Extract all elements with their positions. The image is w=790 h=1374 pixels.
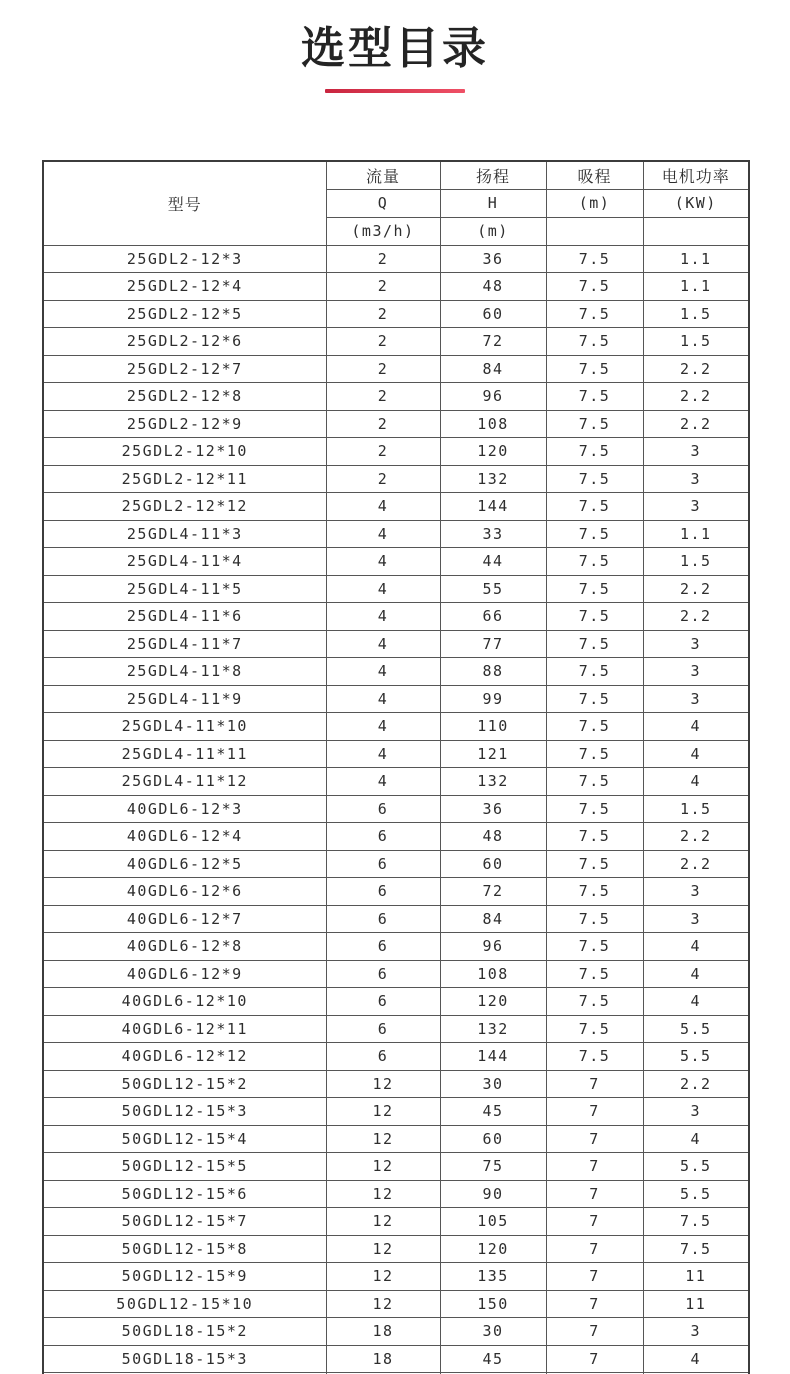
cell-flow: 2 — [326, 300, 440, 328]
cell-head: 45 — [440, 1345, 546, 1373]
table-row — [43, 1015, 749, 1043]
table-row — [43, 630, 749, 658]
cell-head: 96 — [440, 383, 546, 411]
cell-model: 25GDL4-11*7 — [43, 630, 326, 658]
cell-head: 66 — [440, 603, 546, 631]
cell-head: 55 — [440, 575, 546, 603]
cell-flow: 4 — [326, 493, 440, 521]
cell-head: 105 — [440, 1208, 546, 1236]
cell-suction: 7.5 — [546, 520, 643, 548]
cell-model: 25GDL4-11*6 — [43, 603, 326, 631]
cell-power: 2.2 — [643, 410, 749, 438]
table-row — [43, 438, 749, 466]
cell-suction: 7 — [546, 1070, 643, 1098]
cell-model: 50GDL12-15*6 — [43, 1180, 326, 1208]
cell-power: 3 — [643, 630, 749, 658]
cell-power: 7.5 — [643, 1235, 749, 1263]
cell-head: 120 — [440, 1235, 546, 1263]
table-row — [43, 740, 749, 768]
cell-power: 3 — [643, 658, 749, 686]
cell-model: 25GDL2-12*3 — [43, 245, 326, 273]
cell-head: 36 — [440, 795, 546, 823]
table-row — [43, 850, 749, 878]
cell-flow: 6 — [326, 878, 440, 906]
cell-suction: 7 — [546, 1235, 643, 1263]
cell-power: 4 — [643, 1125, 749, 1153]
cell-power: 1.5 — [643, 328, 749, 356]
cell-model: 25GDL2-12*11 — [43, 465, 326, 493]
cell-suction: 7.5 — [546, 328, 643, 356]
table-row — [43, 1345, 749, 1373]
cell-head: 121 — [440, 740, 546, 768]
table-row — [43, 1290, 749, 1318]
catalog-table-body — [43, 245, 749, 1374]
cell-head: 48 — [440, 273, 546, 301]
cell-power: 3 — [643, 1098, 749, 1126]
cell-head: 135 — [440, 1263, 546, 1291]
cell-head: 77 — [440, 630, 546, 658]
cell-suction: 7.5 — [546, 850, 643, 878]
table-row — [43, 1180, 749, 1208]
cell-head: 90 — [440, 1180, 546, 1208]
table-row — [43, 795, 749, 823]
cell-model: 50GDL12-15*8 — [43, 1235, 326, 1263]
cell-suction: 7.5 — [546, 1015, 643, 1043]
cell-power: 3 — [643, 905, 749, 933]
cell-head: 132 — [440, 1015, 546, 1043]
column-header-model: 型号 — [43, 161, 326, 245]
cell-suction: 7.5 — [546, 575, 643, 603]
cell-model: 40GDL6-12*12 — [43, 1043, 326, 1071]
cell-head: 33 — [440, 520, 546, 548]
cell-head: 44 — [440, 548, 546, 576]
cell-power: 4 — [643, 768, 749, 796]
column-unit-flow: (m3/h) — [326, 217, 440, 245]
cell-power: 5.5 — [643, 1180, 749, 1208]
cell-head: 60 — [440, 850, 546, 878]
column-unit-empty-suction — [546, 217, 643, 245]
cell-flow: 4 — [326, 548, 440, 576]
cell-suction: 7.5 — [546, 878, 643, 906]
table-row — [43, 355, 749, 383]
cell-flow: 12 — [326, 1098, 440, 1126]
cell-flow: 6 — [326, 1015, 440, 1043]
table-row — [43, 933, 749, 961]
cell-power: 4 — [643, 740, 749, 768]
cell-power: 5.5 — [643, 1043, 749, 1071]
column-header-head: 扬程 — [440, 161, 546, 189]
cell-flow: 6 — [326, 795, 440, 823]
cell-head: 30 — [440, 1318, 546, 1346]
cell-suction: 7.5 — [546, 795, 643, 823]
cell-flow: 4 — [326, 713, 440, 741]
cell-model: 25GDL4-11*10 — [43, 713, 326, 741]
cell-power: 3 — [643, 878, 749, 906]
cell-power: 11 — [643, 1263, 749, 1291]
cell-model: 25GDL2-12*8 — [43, 383, 326, 411]
cell-power: 4 — [643, 960, 749, 988]
cell-head: 132 — [440, 465, 546, 493]
cell-flow: 4 — [326, 630, 440, 658]
cell-flow: 2 — [326, 410, 440, 438]
table-row — [43, 713, 749, 741]
cell-suction: 7.5 — [546, 933, 643, 961]
page-title: 选型目录 — [301, 24, 489, 73]
cell-suction: 7 — [546, 1263, 643, 1291]
cell-suction: 7 — [546, 1318, 643, 1346]
cell-flow: 2 — [326, 465, 440, 493]
cell-flow: 6 — [326, 933, 440, 961]
cell-power: 3 — [643, 438, 749, 466]
cell-suction: 7.5 — [546, 300, 643, 328]
cell-power: 2.2 — [643, 850, 749, 878]
table-row — [43, 1318, 749, 1346]
cell-head: 48 — [440, 823, 546, 851]
cell-model: 50GDL12-15*4 — [43, 1125, 326, 1153]
cell-flow: 18 — [326, 1318, 440, 1346]
cell-flow: 6 — [326, 850, 440, 878]
cell-model: 50GDL18-15*3 — [43, 1345, 326, 1373]
table-row — [43, 878, 749, 906]
cell-model: 40GDL6-12*7 — [43, 905, 326, 933]
cell-head: 99 — [440, 685, 546, 713]
cell-suction: 7.5 — [546, 355, 643, 383]
cell-model: 40GDL6-12*10 — [43, 988, 326, 1016]
cell-flow: 4 — [326, 520, 440, 548]
cell-model: 25GDL4-11*12 — [43, 768, 326, 796]
table-row — [43, 548, 749, 576]
cell-flow: 4 — [326, 658, 440, 686]
cell-suction: 7.5 — [546, 603, 643, 631]
cell-head: 60 — [440, 300, 546, 328]
cell-flow: 12 — [326, 1125, 440, 1153]
cell-flow: 2 — [326, 383, 440, 411]
cell-power: 1.1 — [643, 520, 749, 548]
table-row — [43, 1043, 749, 1071]
cell-head: 72 — [440, 878, 546, 906]
cell-flow: 6 — [326, 905, 440, 933]
cell-head: 96 — [440, 933, 546, 961]
cell-suction: 7.5 — [546, 438, 643, 466]
cell-power: 1.5 — [643, 300, 749, 328]
header-row-names — [43, 161, 749, 189]
cell-model: 50GDL12-15*7 — [43, 1208, 326, 1236]
cell-model: 50GDL12-15*3 — [43, 1098, 326, 1126]
table-row — [43, 658, 749, 686]
cell-flow: 12 — [326, 1153, 440, 1181]
cell-power: 3 — [643, 1318, 749, 1346]
column-unit-power: (KW) — [643, 189, 749, 217]
table-row — [43, 1263, 749, 1291]
cell-model: 25GDL2-12*12 — [43, 493, 326, 521]
table-row — [43, 273, 749, 301]
cell-power: 4 — [643, 988, 749, 1016]
cell-head: 84 — [440, 905, 546, 933]
cell-power: 2.2 — [643, 1070, 749, 1098]
cell-head: 144 — [440, 493, 546, 521]
cell-flow: 12 — [326, 1208, 440, 1236]
cell-head: 110 — [440, 713, 546, 741]
cell-flow: 4 — [326, 603, 440, 631]
table-row — [43, 1153, 749, 1181]
cell-suction: 7.5 — [546, 630, 643, 658]
cell-suction: 7.5 — [546, 465, 643, 493]
catalog-table-container — [42, 160, 748, 1374]
cell-head: 72 — [440, 328, 546, 356]
cell-flow: 4 — [326, 685, 440, 713]
cell-power: 5.5 — [643, 1153, 749, 1181]
table-row — [43, 410, 749, 438]
cell-flow: 12 — [326, 1180, 440, 1208]
cell-suction: 7.5 — [546, 273, 643, 301]
cell-model: 40GDL6-12*4 — [43, 823, 326, 851]
cell-suction: 7.5 — [546, 1043, 643, 1071]
table-row — [43, 768, 749, 796]
cell-head: 108 — [440, 410, 546, 438]
cell-flow: 12 — [326, 1070, 440, 1098]
cell-suction: 7.5 — [546, 768, 643, 796]
cell-power: 2.2 — [643, 823, 749, 851]
table-row — [43, 1235, 749, 1263]
catalog-table-header — [43, 161, 749, 245]
cell-power: 1.1 — [643, 273, 749, 301]
cell-flow: 12 — [326, 1290, 440, 1318]
cell-model: 50GDL12-15*10 — [43, 1290, 326, 1318]
table-row — [43, 1125, 749, 1153]
cell-head: 120 — [440, 438, 546, 466]
cell-flow: 2 — [326, 438, 440, 466]
cell-flow: 2 — [326, 355, 440, 383]
cell-model: 25GDL2-12*7 — [43, 355, 326, 383]
cell-head: 75 — [440, 1153, 546, 1181]
table-row — [43, 1098, 749, 1126]
table-row — [43, 988, 749, 1016]
column-unit-head: (m) — [440, 217, 546, 245]
cell-flow: 2 — [326, 245, 440, 273]
cell-power: 2.2 — [643, 383, 749, 411]
cell-power: 5.5 — [643, 1015, 749, 1043]
cell-head: 60 — [440, 1125, 546, 1153]
cell-model: 25GDL2-12*4 — [43, 273, 326, 301]
cell-model: 40GDL6-12*9 — [43, 960, 326, 988]
cell-head: 150 — [440, 1290, 546, 1318]
table-row — [43, 905, 749, 933]
cell-power: 3 — [643, 465, 749, 493]
table-row — [43, 520, 749, 548]
cell-power: 2.2 — [643, 355, 749, 383]
cell-power: 1.1 — [643, 245, 749, 273]
cell-model: 50GDL12-15*2 — [43, 1070, 326, 1098]
cell-head: 36 — [440, 245, 546, 273]
cell-head: 108 — [440, 960, 546, 988]
cell-model: 25GDL4-11*9 — [43, 685, 326, 713]
cell-power: 3 — [643, 685, 749, 713]
column-symbol-head: H — [440, 189, 546, 217]
column-unit-empty-power — [643, 217, 749, 245]
cell-flow: 6 — [326, 823, 440, 851]
cell-model: 50GDL18-15*2 — [43, 1318, 326, 1346]
cell-flow: 2 — [326, 328, 440, 356]
cell-suction: 7.5 — [546, 960, 643, 988]
cell-power: 4 — [643, 1345, 749, 1373]
cell-suction: 7.5 — [546, 713, 643, 741]
cell-suction: 7.5 — [546, 823, 643, 851]
cell-model: 40GDL6-12*5 — [43, 850, 326, 878]
table-row — [43, 493, 749, 521]
cell-flow: 6 — [326, 960, 440, 988]
cell-head: 88 — [440, 658, 546, 686]
cell-model: 25GDL2-12*5 — [43, 300, 326, 328]
cell-head: 30 — [440, 1070, 546, 1098]
cell-head: 120 — [440, 988, 546, 1016]
table-row — [43, 1070, 749, 1098]
cell-suction: 7 — [546, 1345, 643, 1373]
cell-suction: 7.5 — [546, 245, 643, 273]
table-row — [43, 603, 749, 631]
cell-flow: 4 — [326, 768, 440, 796]
cell-head: 45 — [440, 1098, 546, 1126]
cell-power: 2.2 — [643, 575, 749, 603]
cell-suction: 7 — [546, 1153, 643, 1181]
cell-model: 50GDL12-15*5 — [43, 1153, 326, 1181]
catalog-table — [42, 160, 750, 1374]
cell-suction: 7.5 — [546, 988, 643, 1016]
table-row — [43, 245, 749, 273]
title-underline-accent — [325, 89, 465, 93]
cell-head: 132 — [440, 768, 546, 796]
table-row — [43, 685, 749, 713]
table-row — [43, 823, 749, 851]
cell-model: 25GDL2-12*9 — [43, 410, 326, 438]
cell-model: 40GDL6-12*3 — [43, 795, 326, 823]
column-header-power: 电机功率 — [643, 161, 749, 189]
cell-flow: 2 — [326, 273, 440, 301]
cell-model: 25GDL4-11*4 — [43, 548, 326, 576]
cell-suction: 7.5 — [546, 383, 643, 411]
cell-power: 4 — [643, 713, 749, 741]
table-row — [43, 300, 749, 328]
table-row — [43, 465, 749, 493]
table-row — [43, 383, 749, 411]
cell-power: 7.5 — [643, 1208, 749, 1236]
cell-suction: 7.5 — [546, 685, 643, 713]
cell-power: 1.5 — [643, 548, 749, 576]
cell-suction: 7.5 — [546, 493, 643, 521]
cell-model: 25GDL4-11*5 — [43, 575, 326, 603]
column-header-flow: 流量 — [326, 161, 440, 189]
cell-suction: 7.5 — [546, 658, 643, 686]
cell-power: 2.2 — [643, 603, 749, 631]
cell-model: 50GDL12-15*9 — [43, 1263, 326, 1291]
cell-suction: 7.5 — [546, 410, 643, 438]
column-header-suction: 吸程 — [546, 161, 643, 189]
table-row — [43, 1208, 749, 1236]
cell-model: 40GDL6-12*11 — [43, 1015, 326, 1043]
cell-suction: 7 — [546, 1098, 643, 1126]
cell-power: 1.5 — [643, 795, 749, 823]
cell-flow: 6 — [326, 1043, 440, 1071]
table-row — [43, 575, 749, 603]
cell-power: 11 — [643, 1290, 749, 1318]
cell-suction: 7 — [546, 1180, 643, 1208]
cell-model: 40GDL6-12*6 — [43, 878, 326, 906]
table-row — [43, 960, 749, 988]
column-unit-suction: (m) — [546, 189, 643, 217]
cell-model: 25GDL4-11*8 — [43, 658, 326, 686]
cell-flow: 18 — [326, 1345, 440, 1373]
cell-suction: 7 — [546, 1125, 643, 1153]
cell-power: 4 — [643, 933, 749, 961]
cell-flow: 4 — [326, 740, 440, 768]
cell-suction: 7.5 — [546, 740, 643, 768]
cell-flow: 12 — [326, 1263, 440, 1291]
cell-head: 144 — [440, 1043, 546, 1071]
column-symbol-flow: Q — [326, 189, 440, 217]
cell-flow: 4 — [326, 575, 440, 603]
cell-flow: 6 — [326, 988, 440, 1016]
cell-suction: 7.5 — [546, 905, 643, 933]
cell-suction: 7 — [546, 1290, 643, 1318]
cell-model: 25GDL2-12*6 — [43, 328, 326, 356]
cell-model: 40GDL6-12*8 — [43, 933, 326, 961]
cell-model: 25GDL4-11*3 — [43, 520, 326, 548]
cell-power: 3 — [643, 493, 749, 521]
cell-suction: 7 — [546, 1208, 643, 1236]
table-row — [43, 328, 749, 356]
cell-flow: 12 — [326, 1235, 440, 1263]
cell-suction: 7.5 — [546, 548, 643, 576]
cell-model: 25GDL4-11*11 — [43, 740, 326, 768]
cell-head: 84 — [440, 355, 546, 383]
cell-model: 25GDL2-12*10 — [43, 438, 326, 466]
